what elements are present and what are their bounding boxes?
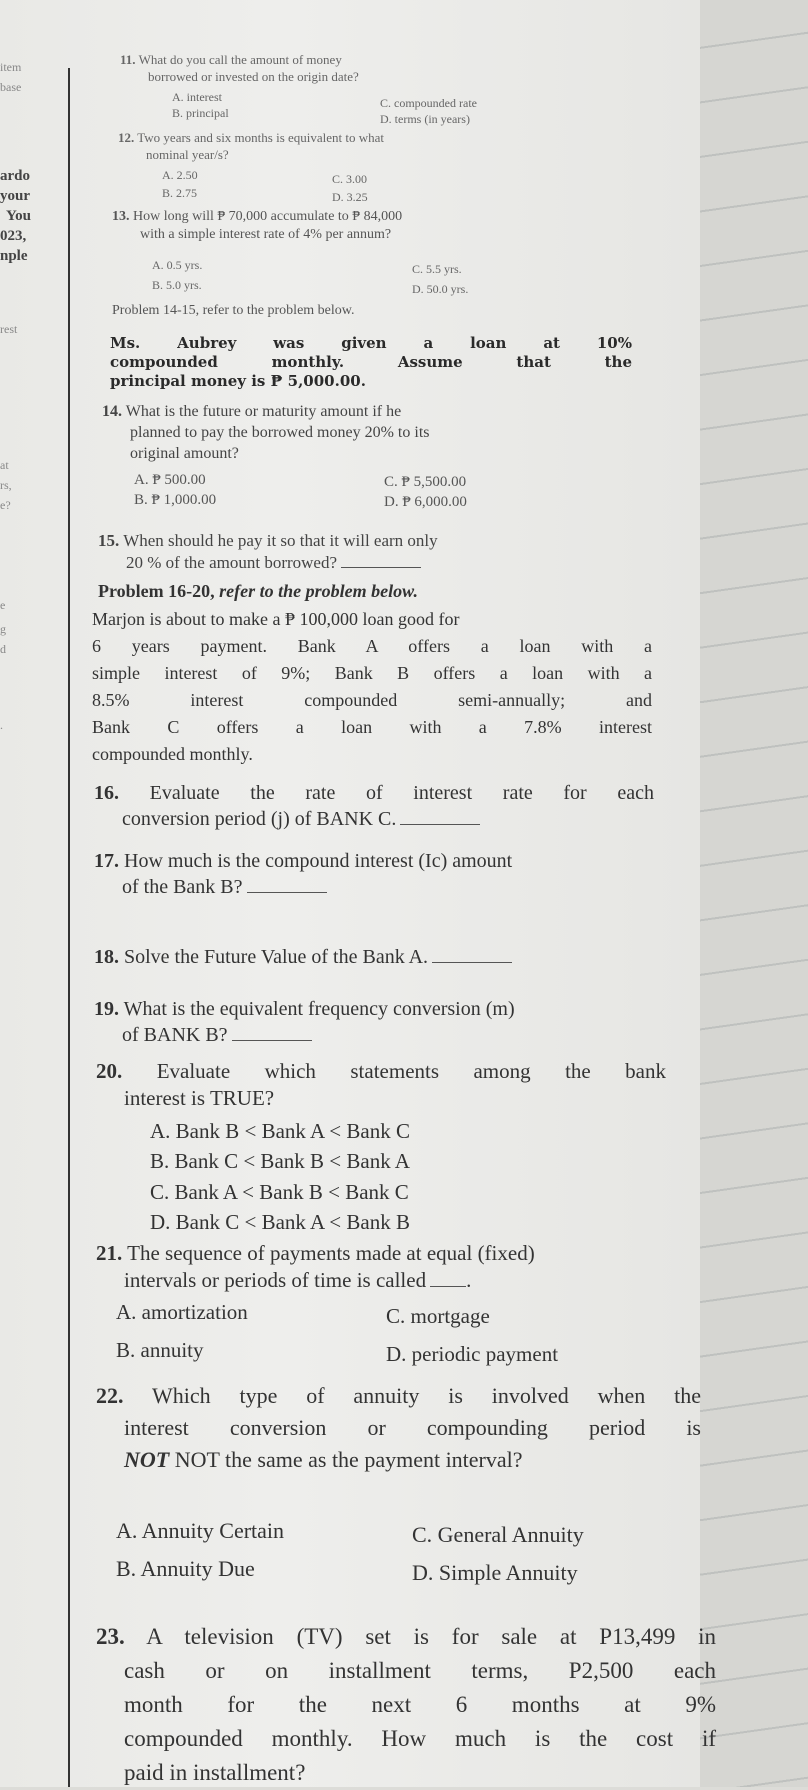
question-16: 16. Evaluate the rate of interest rate for each conversion period (j) of BANK C. [94, 782, 654, 830]
margin-text: e [0, 598, 6, 612]
margin-text: nple [0, 248, 28, 264]
option: C. General Annuity [412, 1522, 584, 1547]
margin-text: base [0, 80, 22, 94]
margin-text: g [0, 622, 6, 636]
question-18: 18. Solve the Future Value of the Bank A. [94, 944, 512, 970]
margin-text: e? [0, 498, 11, 512]
option: C. Bank A < Bank B < Bank C [150, 1179, 409, 1204]
margin-text: your [0, 188, 30, 204]
margin-text: rs, [0, 478, 12, 492]
option: B. principal [172, 106, 229, 120]
option: C. mortgage [386, 1304, 490, 1328]
answer-blank[interactable] [247, 892, 327, 893]
margin-text: You [6, 208, 32, 224]
answer-blank[interactable] [400, 824, 480, 825]
option: D. periodic payment [386, 1342, 559, 1366]
option: A. 0.5 yrs. [152, 258, 203, 272]
answer-blank[interactable] [341, 567, 421, 568]
margin-text: at [0, 458, 9, 472]
option: D. Bank C < Bank A < Bank B [150, 1210, 410, 1235]
question-23: 23. A television (TV) set is for sale at P13,499 in cash or on installment terms, P2,500 each month for the next 6 months at 9% compounded monthly. How much is the cost if paid in installment? [96, 1624, 716, 1786]
problem-14-15-heading: Problem 14-15, refer to the problem below. [112, 303, 355, 318]
problem-14-15-text: Ms. Aubrey was given a loan at 10% compounded monthly. Assume that the principal money is ₱ 5,000.00. [110, 334, 632, 390]
question-12: 12. Two years and six months is equivalent to what nominal year/s? [118, 130, 385, 162]
question-20-options [150, 1116, 410, 1238]
question-21: 21. The sequence of payments made at equal (fixed) intervals or periods of time is called . [96, 1241, 535, 1293]
answer-blank[interactable] [432, 962, 512, 963]
problem-16-20-heading: Problem 16-20, refer to the problem below. [98, 581, 418, 601]
option: D. terms (in years) [380, 112, 470, 126]
question-11: 11. What do you call the amount of money borrowed or invested on the origin date? [120, 52, 359, 84]
question-20: 20. Evaluate which statements among the bank interest is TRUE? [96, 1059, 666, 1111]
option: C. ₱ 5,500.00 [384, 474, 467, 490]
question-17: 17. How much is the compound interest (Ic) amount of the Bank B? [94, 850, 513, 898]
option: A. amortization [116, 1300, 248, 1324]
question-14: 14. What is the future or maturity amount if he planned to pay the borrowed money 20% to its original amount? [102, 403, 430, 462]
margin-text: d [0, 642, 6, 656]
option: A. Annuity Certain [116, 1518, 285, 1543]
margin-divider [68, 68, 70, 1787]
option: A. interest [172, 90, 222, 104]
question-15: 15. When should he pay it so that it will earn only 20 % of the amount borrowed? [98, 531, 438, 573]
option: C. 5.5 yrs. [412, 262, 462, 276]
margin-text: ardo [0, 168, 30, 184]
option: B. annuity [116, 1338, 204, 1362]
option: B. 2.75 [162, 186, 198, 200]
margin-text: 023, [0, 228, 27, 244]
question-13: 13. How long will ₱ 70,000 accumulate to ₱ 84,000 with a simple interest rate of 4% per annum? [112, 209, 403, 243]
answer-blank[interactable] [430, 1286, 466, 1287]
option: C. 3.00 [332, 172, 368, 186]
option: D. 50.0 yrs. [412, 282, 469, 296]
option: B. 5.0 yrs. [152, 278, 202, 292]
option: B. Bank C < Bank B < Bank A [150, 1149, 410, 1174]
option: B. Annuity Due [116, 1556, 255, 1581]
margin-text: rest [0, 322, 18, 336]
option: D. 3.25 [332, 190, 368, 204]
problem-16-20-text: Marjon is about to make a ₱ 100,000 loan good for 6 years payment. Bank A offers a loan with a simple interest of 9%; Bank B offers a loan with a 8.5% interest compounded semi-annually; and Bank C offers a loan with a 7.8% interest compounded monthly. [92, 609, 652, 764]
option: A. ₱ 500.00 [134, 472, 206, 488]
margin-text: . [0, 718, 3, 732]
question-19: 19. What is the equivalent frequency conversion (m) of BANK B? [94, 998, 515, 1046]
answer-blank[interactable] [232, 1040, 312, 1041]
option: D. Simple Annuity [412, 1560, 578, 1585]
option: C. compounded rate [380, 96, 477, 110]
margin-text: item [0, 60, 22, 74]
option: A. Bank B < Bank A < Bank C [150, 1119, 410, 1143]
option: D. ₱ 6,000.00 [384, 494, 467, 510]
option: A. 2.50 [162, 168, 198, 182]
question-22: 22. Which type of annuity is involved when the interest conversion or compounding period is NOT NOT the same as the payment interval? [96, 1383, 701, 1472]
option: B. ₱ 1,000.00 [134, 492, 217, 508]
